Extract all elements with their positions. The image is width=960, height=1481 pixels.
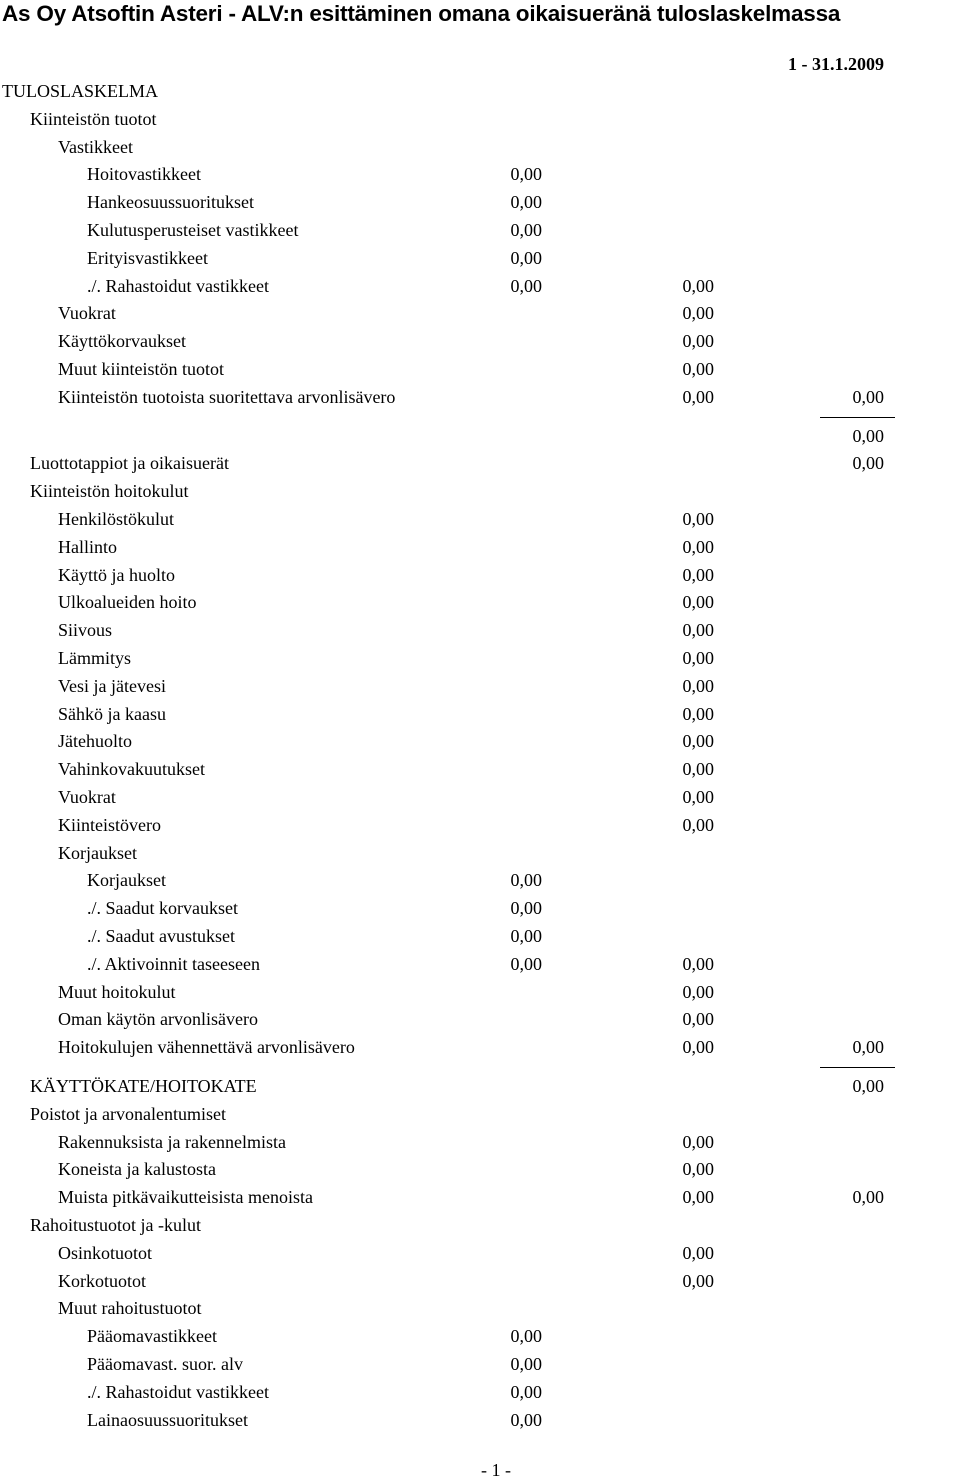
row-label: Hallinto xyxy=(58,537,117,557)
row-label: Jätehuolto xyxy=(58,731,132,751)
row-label: Pääomavastikkeet xyxy=(87,1326,217,1346)
row-label: Oman käytön arvonlisävero xyxy=(58,1009,258,1029)
amount-c1: 0,00 xyxy=(510,192,542,212)
amount-c2: 0,00 xyxy=(682,565,714,585)
amount-c2: 0,00 xyxy=(682,537,714,557)
amount-c2: 0,00 xyxy=(682,620,714,640)
amount-c2: 0,00 xyxy=(682,303,714,323)
amount-c2: 0,00 xyxy=(682,954,714,974)
amount-c2: 0,00 xyxy=(682,1009,714,1029)
amount-c3: 0,00 xyxy=(852,387,884,407)
amount-c2: 0,00 xyxy=(682,704,714,724)
row-label: Kiinteistön tuotoista suoritettava arvonlisävero xyxy=(58,387,396,407)
row-label: Luottotappiot ja oikaisuerät xyxy=(30,453,229,473)
row-label: Muista pitkävaikutteisista menoista xyxy=(58,1187,313,1207)
row-label: Vesi ja jätevesi xyxy=(58,676,166,696)
amount-c2: 0,00 xyxy=(682,731,714,751)
amount-c2: 0,00 xyxy=(682,331,714,351)
row-label: Korkotuotot xyxy=(58,1271,146,1291)
row-label: Käyttökorvaukset xyxy=(58,331,186,351)
amount-c1: 0,00 xyxy=(510,870,542,890)
row-label: Rahoitustuotot ja -kulut xyxy=(30,1215,201,1235)
document-title: As Oy Atsoftin Asteri - ALV:n esittäminen omana oikaisueränä tuloslaskelmassa xyxy=(2,1,841,26)
row-label: ./. Rahastoidut vastikkeet xyxy=(87,276,269,296)
amount-c1: 0,00 xyxy=(510,1326,542,1346)
row-label: Poistot ja arvonalentumiset xyxy=(30,1104,226,1124)
row-label: Lainaosuussuoritukset xyxy=(87,1410,248,1430)
amount-c1: 0,00 xyxy=(510,164,542,184)
subtotal-rule xyxy=(820,1067,895,1068)
amount-c3: 0,00 xyxy=(852,1187,884,1207)
row-label: Korjaukset xyxy=(87,870,166,890)
row-label: ./. Rahastoidut vastikkeet xyxy=(87,1382,269,1402)
row-label: Hoitokulujen vähennettävä arvonlisävero xyxy=(58,1037,355,1057)
amount-c2: 0,00 xyxy=(682,815,714,835)
amount-c1: 0,00 xyxy=(510,220,542,240)
row-label: Lämmitys xyxy=(58,648,131,668)
row-label: Muut hoitokulut xyxy=(58,982,176,1002)
amount-c1: 0,00 xyxy=(510,1410,542,1430)
amount-c3: 0,00 xyxy=(852,426,884,446)
row-label: ./. Saadut korvaukset xyxy=(87,898,238,918)
row-label: Hankeosuussuoritukset xyxy=(87,192,254,212)
amount-c2: 0,00 xyxy=(682,648,714,668)
row-label: Vahinkovakuutukset xyxy=(58,759,205,779)
amount-c2: 0,00 xyxy=(682,276,714,296)
row-label: ./. Saadut avustukset xyxy=(87,926,235,946)
row-label: Kiinteistön hoitokulut xyxy=(30,481,189,501)
amount-c2: 0,00 xyxy=(682,676,714,696)
row-label: Kulutusperusteiset vastikkeet xyxy=(87,220,299,240)
amount-c3: 0,00 xyxy=(852,1076,884,1096)
amount-c2: 0,00 xyxy=(682,1132,714,1152)
amount-c2: 0,00 xyxy=(682,982,714,1002)
row-label: Muut kiinteistön tuotot xyxy=(58,359,225,379)
amount-c2: 0,00 xyxy=(682,592,714,612)
row-label: Pääomavast. suor. alv xyxy=(87,1354,243,1374)
amount-c2: 0,00 xyxy=(682,387,714,407)
amount-c3: 0,00 xyxy=(852,1037,884,1057)
row-label: Hoitovastikkeet xyxy=(87,164,201,184)
amount-c1: 0,00 xyxy=(510,276,542,296)
row-label: Osinkotuotot xyxy=(58,1243,153,1263)
row-label: Vuokrat xyxy=(58,303,116,323)
amount-c2: 0,00 xyxy=(682,509,714,529)
amount-c1: 0,00 xyxy=(510,954,542,974)
amount-c2: 0,00 xyxy=(682,1271,714,1291)
row-label: Vastikkeet xyxy=(58,137,133,157)
report-period: 1 - 31.1.2009 xyxy=(788,54,884,74)
row-label: Kiinteistön tuotot xyxy=(30,109,157,129)
amount-c1: 0,00 xyxy=(510,926,542,946)
row-label: Muut rahoitustuotot xyxy=(58,1298,202,1318)
amount-c2: 0,00 xyxy=(682,1037,714,1057)
row-label: Ulkoalueiden hoito xyxy=(58,592,197,612)
amount-c1: 0,00 xyxy=(510,898,542,918)
row-label: Korjaukset xyxy=(58,843,137,863)
row-label: Koneista ja kalustosta xyxy=(58,1159,216,1179)
row-label: KÄYTTÖKATE/HOITOKATE xyxy=(30,1076,257,1096)
subtotal-rule xyxy=(820,417,895,418)
row-label: ./. Aktivoinnit taseeseen xyxy=(87,954,260,974)
amount-c2: 0,00 xyxy=(682,787,714,807)
amount-c2: 0,00 xyxy=(682,1187,714,1207)
row-label: Rakennuksista ja rakennelmista xyxy=(58,1132,286,1152)
row-label: Kiinteistövero xyxy=(58,815,161,835)
amount-c2: 0,00 xyxy=(682,759,714,779)
amount-c1: 0,00 xyxy=(510,1354,542,1374)
row-label: TULOSLASKELMA xyxy=(2,81,158,101)
page-number: - 1 - xyxy=(481,1460,511,1480)
amount-c3: 0,00 xyxy=(852,453,884,473)
row-label: Henkilöstökulut xyxy=(58,509,174,529)
amount-c2: 0,00 xyxy=(682,1243,714,1263)
row-label: Erityisvastikkeet xyxy=(87,248,208,268)
row-label: Vuokrat xyxy=(58,787,116,807)
row-label: Käyttö ja huolto xyxy=(58,565,175,585)
amount-c1: 0,00 xyxy=(510,248,542,268)
amount-c2: 0,00 xyxy=(682,1159,714,1179)
amount-c2: 0,00 xyxy=(682,359,714,379)
row-label: Siivous xyxy=(58,620,113,640)
row-label: Sähkö ja kaasu xyxy=(58,704,166,724)
amount-c1: 0,00 xyxy=(510,1382,542,1402)
